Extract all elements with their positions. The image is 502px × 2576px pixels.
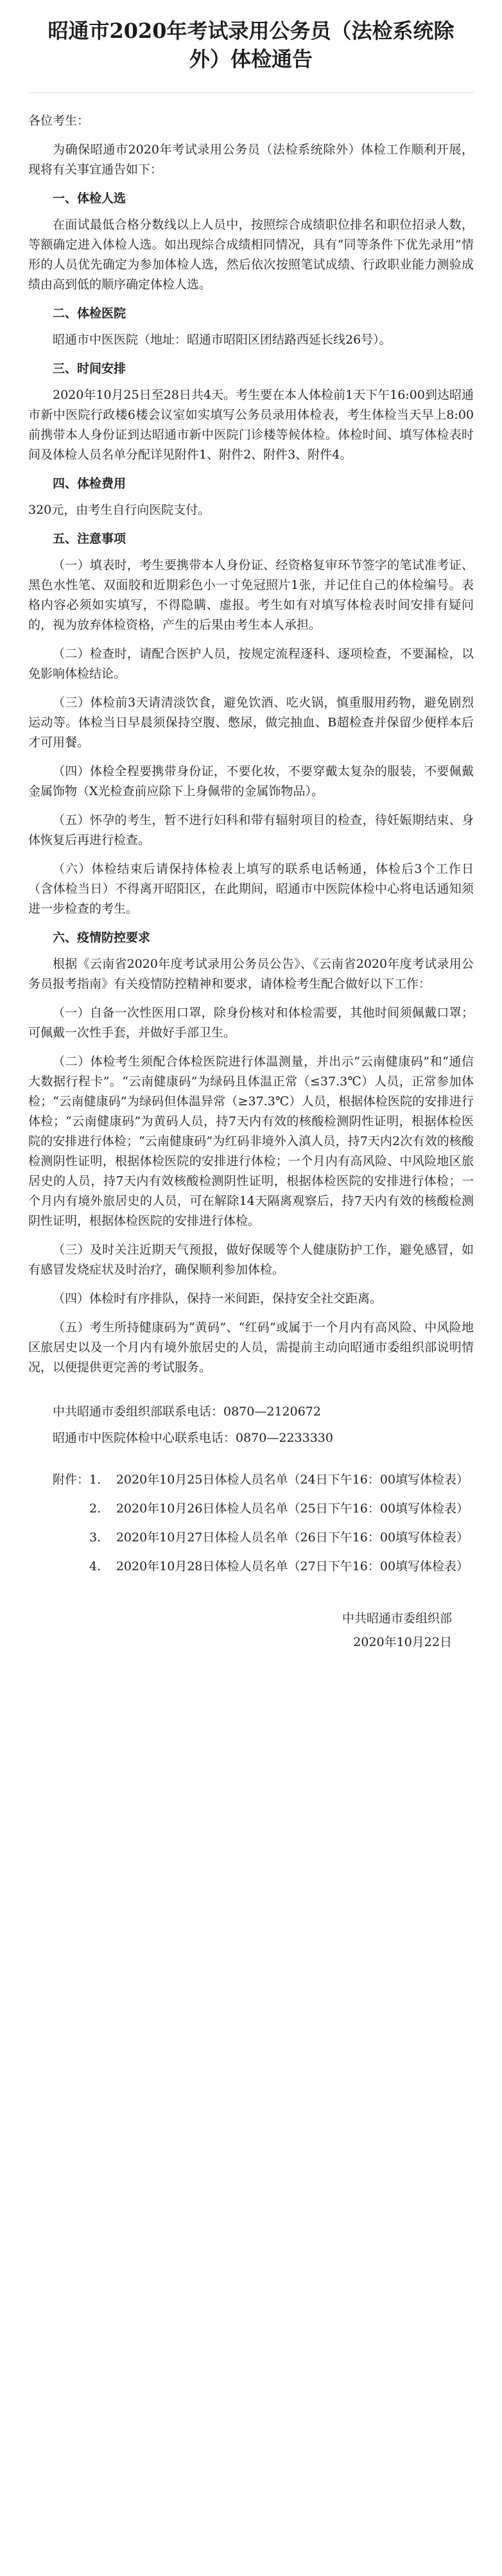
attachments-label: 附件： [53, 1473, 90, 1487]
title-divider [28, 92, 474, 93]
notes-item: （六）体检结束后请保持体检表上填写的联系电话畅通，体检后3个工作日（含体检当日）不得离开昭阳区，在此期间，昭通市中医院体检中心将电话通知须进一步检查的考生。 [28, 862, 474, 916]
section-body-hospital: 昭通市中医医院（地址：昭通市昭阳区团结路西延长线26号）。 [53, 333, 392, 347]
contact-phone-organization: 中共昭通市委组织部联系电话：0870—2120672 [53, 1405, 321, 1419]
epidemic-item: （一）自备一次性医用口罩，除身份核对和体检需要，其他时间须佩戴口罩；可佩戴一次性手套，并做好手部卫生。 [28, 1006, 474, 1040]
section-heading-notes: 五、注意事项 [53, 532, 126, 546]
epidemic-item: （四）体检时有序排队，保持一米间距，保持安全社交距离。 [53, 1292, 383, 1306]
signature-organization: 中共昭通市委组织部 [342, 1611, 452, 1625]
signature-date: 2020年10月22日 [353, 1635, 452, 1649]
attachment-number: 2. [89, 1502, 101, 1516]
attachment-text: 2020年10月25日体检人员名单（24日下午16：00填写体检表） [116, 1473, 469, 1487]
notes-item: （二）检查时，请配合医护人员，按规定流程逐科、逐项检查，不要漏检，以免影响体检结论。 [28, 647, 474, 681]
notes-item: （四）体检全程要携带身份证，不要化妆，不要穿戴太复杂的服装，不要佩戴金属饰物（X光检查前应除下上身佩带的金属饰物品）。 [28, 764, 474, 798]
notes-item: （五）怀孕的考生，暂不进行妇科和带有辐射项目的检查，待妊娠期结束、身体恢复后再进行检查。 [28, 813, 474, 847]
section-heading-schedule: 三、时间安排 [53, 362, 126, 376]
epidemic-item: （五）考生所持健康码为“黄码”、“红码”或属于一个月内有高风险、中风险地区旅居史以及一个月内有境外旅居史的人员，需提前主动向昭通市委组织部说明情况，以便提供更完善的考试服务。 [28, 1320, 474, 1374]
epidemic-item: （二）体检考生须配合体检医院进行体温测量，并出示“云南健康码”和“通信大数据行程卡”。“云南健康码”为绿码且体温正常（≤37.3℃）人员，正常参加体检；“云南健康码”为绿码但体温异常（≥37.3℃）人员，根据体检医院的安排进行体检；“云南健康码”为黄码人员，持7天内有效的核酸检测阴性证明，根据体检医院的安排进行体检；“云南健康码”为红码非境外入滇人员，持7天内2次有效的核酸检测阴性证明，根据体检医院的安排进行体检；一个月内有高风险、中风险地区旅居史的人员，持7天内有效核酸检测阴性证明，根据体检医院的安排进行体检；一个月内有境外旅居史的人员，可在解除14天隔离观察后，持7天内有效的核酸检测阴性证明，根据体检医院的安排进行体检。 [28, 1055, 474, 1228]
attachment-number: 3. [89, 1530, 101, 1545]
notes-item: （一）填表时，考生要携带本人身份证、经资格复审环节签字的笔试准考证、黑色水性笔、双面胶和近期彩色小一寸免冠照片1张，并记住自己的体检编号。表格内容必须如实填写，不得隐瞒、虚报。考生如有对填写体检表时间安排有疑问的，视为放弃体检资格，产生的后果由考生本人承担。 [28, 558, 474, 632]
attachment-item [89, 1557, 474, 1577]
section-heading-fee: 四、体检费用 [53, 477, 126, 491]
attachment-text: 2020年10月28日体检人员名单（27日下午16：00填写体检表） [116, 1559, 469, 1573]
section-body-fee: 320元，由考生自行向医院支付。 [28, 503, 211, 517]
section-body-schedule: 2020年10月25日至28日共4天。考生要在本人体检前1天下午16:00到达昭通市新中医院行政楼6楼会议室如实填写公务员录用体检表，考生体检当天早上8:00前携带本人身份证到达昭通市新中医院门诊楼等候体检。体检时间、填写体检表时间及体检人员名单分配详见附件1、附件2、附件3、附件4。 [28, 388, 474, 462]
contact-phone-hospital: 昭通市中医院体检中心联系电话：0870—2233330 [53, 1431, 333, 1445]
attachment-number: 4. [89, 1559, 101, 1573]
attachment-text: 2020年10月27日体检人员名单（26日下午16：00填写体检表） [116, 1530, 469, 1545]
attachment-item [89, 1528, 474, 1548]
intro-paragraph: 为确保昭通市2020年考试录用公务员（法检系统除外）体检工作顺利开展，现将有关事宜通告如下： [28, 143, 474, 177]
attachment-text: 2020年10月26日体检人员名单（25日下午16：00填写体检表） [116, 1502, 469, 1516]
section-body-candidates: 在面试最低合格分数线以上人员中，按照综合成绩职位排名和职位招录人数，等额确定进入体检人选。如出现综合成绩相同情况，具有“同等条件下优先录用”情形的人员优先确定为参加体检人选，然后依次按照笔试成绩、行政职业能力测验成绩由高到低的顺序确定体检人选。 [28, 218, 474, 292]
salutation: 各位考生： [28, 114, 90, 128]
attachments-list [28, 1470, 474, 1586]
notes-item: （三）体检前3天请清淡饮食，避免饮酒、吃火锅，慎重服用药物，避免剧烈运动等。体检当日早晨须保持空腹、憋尿，做完抽血、B超检查并保留少便样本后才可用餐。 [28, 696, 474, 749]
section-heading-epidemic: 六、疫情防控要求 [53, 931, 151, 945]
attachment-number: 1. [89, 1473, 101, 1487]
epidemic-intro: 根据《云南省2020年度考试录用公务员公告》、《云南省2020年度考试录用公务员报考指南》有关疫情防控精神和要求，请体检考生配合做好以下工作： [28, 957, 474, 991]
attachment-item [89, 1470, 474, 1490]
page-title: 昭通市2020年考试录用公务员（法检系统除外）体检通告 [48, 19, 454, 71]
section-heading-hospital: 二、体检医院 [53, 306, 126, 320]
section-heading-candidates: 一、体检人选 [53, 191, 126, 206]
epidemic-item: （三）及时关注近期天气预报，做好保暖等个人健康防护工作，避免感冒，如有感冒发烧症状及时治疗，确保顺利参加体检。 [28, 1243, 474, 1277]
attachment-item [89, 1499, 474, 1519]
